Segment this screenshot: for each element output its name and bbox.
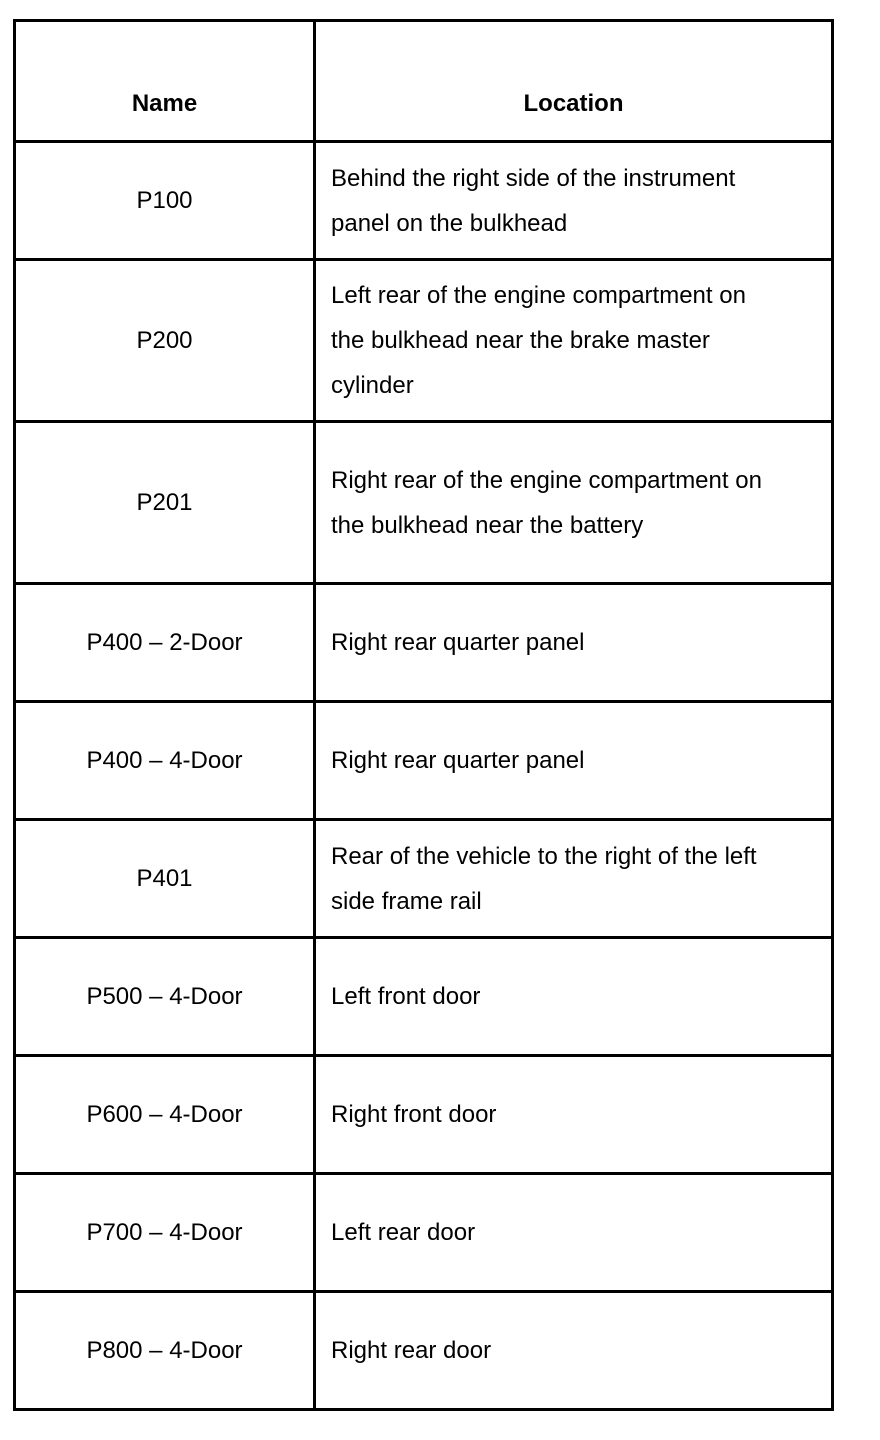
table-row [15, 938, 833, 1056]
connector-name-cell: P400 – 4-Door [15, 702, 315, 820]
table-row [15, 422, 833, 584]
table-row [15, 260, 833, 422]
table-row [15, 820, 833, 938]
connector-location-cell: Right rear quarter panel [315, 702, 833, 820]
table-header-row [15, 21, 833, 142]
connector-name-cell: P201 [15, 422, 315, 584]
connector-name-cell: P600 – 4-Door [15, 1056, 315, 1174]
connector-location-cell: Right rear quarter panel [315, 584, 833, 702]
location-column-header: Location [315, 21, 833, 142]
connector-location-cell: Behind the right side of the instrument panel on the bulkhead [315, 142, 833, 260]
connector-location-cell: Left front door [315, 938, 833, 1056]
connector-location-cell: Left rear of the engine compartment on the bulkhead near the brake master cylinder [315, 260, 833, 422]
table-row [15, 1174, 833, 1292]
name-column-header: Name [15, 21, 315, 142]
connector-name-cell: P800 – 4-Door [15, 1292, 315, 1410]
table-row [15, 1292, 833, 1410]
connector-name-cell: P500 – 4-Door [15, 938, 315, 1056]
connector-name-cell: P400 – 2-Door [15, 584, 315, 702]
connector-location-table [13, 19, 834, 1411]
table-row [15, 584, 833, 702]
table-row [15, 142, 833, 260]
connector-name-cell: P200 [15, 260, 315, 422]
connector-name-cell: P100 [15, 142, 315, 260]
connector-name-cell: P700 – 4-Door [15, 1174, 315, 1292]
table-row [15, 1056, 833, 1174]
connector-location-cell: Left rear door [315, 1174, 833, 1292]
table-row [15, 702, 833, 820]
connector-location-cell: Right rear door [315, 1292, 833, 1410]
connector-name-cell: P401 [15, 820, 315, 938]
connector-location-cell: Right rear of the engine compartment on the bulkhead near the battery [315, 422, 833, 584]
connector-location-cell: Right front door [315, 1056, 833, 1174]
connector-location-cell: Rear of the vehicle to the right of the left side frame rail [315, 820, 833, 938]
